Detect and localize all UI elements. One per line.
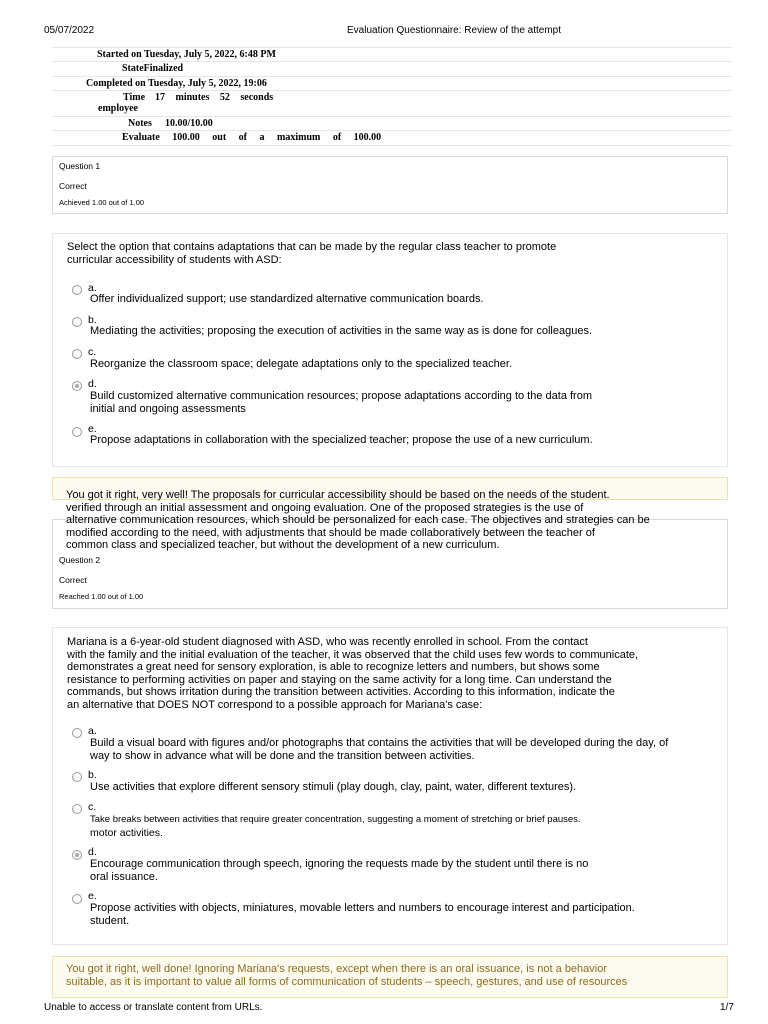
option-c-letter: c.: [88, 801, 97, 813]
question-2-label: Question 2: [59, 555, 101, 565]
question-text-line: commands, but shows irritation during the transition between activities. According to this information, indicate the: [67, 686, 615, 698]
option-b-text[interactable]: [90, 325, 592, 338]
option-d-radio[interactable]: [72, 850, 82, 860]
option-line: initial and ongoing assessments: [90, 402, 246, 415]
option-c-text[interactable]: [90, 814, 581, 839]
page-number: 1/7: [720, 1002, 734, 1013]
feedback-line: You got it right, very well! The proposals for curricular accessibility should be based on the needs of the student.: [66, 489, 610, 501]
summary-evaluate: Evaluate 100.00 out of a maximum of 100.00: [122, 132, 382, 143]
option-line: Use activities that explore different sensory stimuli (play dough, clay, paint, water, different textures).: [90, 781, 577, 793]
option-c-letter: c.: [88, 346, 97, 358]
option-line: Encourage communication through speech, ignoring the requests made by the student until there is no: [90, 858, 589, 870]
option-line: student.: [90, 914, 130, 927]
option-b-letter: b.: [88, 314, 97, 326]
summary-state: StateFinalized: [122, 63, 184, 74]
option-a-text[interactable]: [90, 293, 484, 306]
question-2-grade: Reached 1.00 out of 1.00: [59, 592, 144, 601]
feedback-line: suitable, as it is important to value all forms of communication of students – speech, gestures, and use of resources: [66, 975, 628, 988]
question-1-grade: Achieved 1.00 out of 1.00: [59, 198, 145, 207]
question-2-feedback-text: [66, 963, 627, 988]
option-d-text[interactable]: [90, 858, 588, 883]
option-line: oral issuance.: [90, 870, 158, 883]
option-e-letter: e.: [88, 890, 97, 902]
option-e-radio[interactable]: [72, 894, 82, 904]
option-line: Offer individualized support; use standardized alternative communication boards.: [90, 293, 484, 305]
option-b-radio[interactable]: [72, 317, 82, 327]
question-text-line: resistance to performing activities on paper and staying on the same activity for a long time. Can understand the: [67, 673, 612, 686]
option-b-letter: b.: [88, 769, 97, 781]
option-line: Take breaks between activities that require greater concentration, suggesting a moment of stretching or brief pauses.: [90, 814, 581, 825]
page-title: Evaluation Questionnaire: Review of the attempt: [347, 25, 562, 36]
feedback-line: You got it right, well done! Ignoring Mariana's requests, except when there is an oral issuance, is not a behavior: [66, 963, 608, 975]
question-1-feedback-text: [66, 489, 650, 552]
option-line: Propose activities with objects, miniatures, movable letters and numbers to encourage interest and participation.: [90, 902, 635, 914]
question-text-line: demonstrates a great need for sensory exploration, is able to recognize letters and numbers, but shows some: [67, 661, 600, 673]
summary-completed: Completed on Tuesday, July 5, 2022, 19:06: [86, 78, 267, 89]
option-a-letter: a.: [88, 282, 97, 294]
feedback-line: common class and specialized teacher, but without the development of a new curriculum.: [66, 539, 500, 551]
summary-time-extra: employee: [98, 103, 138, 114]
option-line: Mediating the activities; proposing the execution of activities in the same way as is done for colleagues.: [90, 325, 592, 337]
option-b-text[interactable]: [90, 781, 576, 794]
option-d-text[interactable]: [90, 390, 592, 415]
footer-note: Unable to access or translate content from URLs.: [44, 1002, 263, 1013]
question-1-info: [52, 156, 728, 214]
option-a-radio[interactable]: [72, 728, 82, 738]
option-d-radio[interactable]: [72, 381, 82, 391]
option-line: Build customized alternative communication resources; propose adaptations according to the data from: [90, 390, 592, 402]
option-b-radio[interactable]: [72, 772, 82, 782]
question-text-line: with the family and the initial evaluation of the teacher, it was observed that the child uses few words to communicate,: [67, 648, 639, 661]
question-1-content: [52, 233, 728, 467]
option-a-radio[interactable]: [72, 285, 82, 295]
feedback-line: verified through an initial assessment and ongoing evaluation. One of the proposed strategies is the use of: [66, 501, 584, 514]
feedback-line: modified according to the need, with adjustments that should be made collaboratively between the teacher of: [66, 526, 595, 539]
option-e-letter: e.: [88, 423, 97, 435]
summary-started: Started on Tuesday, July 5, 2022, 6:48 PM: [97, 49, 276, 60]
option-a-text[interactable]: [90, 737, 668, 762]
summary-time-value: 17 minutes 52 seconds: [155, 92, 274, 103]
option-line: Reorganize the classroom space; delegate adaptations only to the specialized teacher.: [90, 358, 512, 370]
summary-notes-label: Notes: [128, 118, 152, 129]
question-1-state: Correct: [59, 181, 87, 191]
print-date: 05/07/2022: [44, 25, 95, 36]
question-text-line: Select the option that contains adaptations that can be made by the regular class teacher to promote: [67, 241, 557, 253]
question-1-text: [67, 241, 556, 266]
summary-notes-value: 10.00/10.00: [165, 118, 213, 129]
option-e-text[interactable]: [90, 434, 593, 447]
option-c-radio[interactable]: [72, 804, 82, 814]
option-d-letter: d.: [88, 846, 97, 858]
question-2-feedback-box: [52, 956, 728, 998]
option-a-letter: a.: [88, 725, 97, 737]
feedback-line: alternative communication resources, which should be personalized for each case. The objectives and strategies can be: [66, 514, 650, 526]
question-2-state: Correct: [59, 575, 87, 585]
question-1-label: Question 1: [59, 161, 101, 171]
question-text-line: Mariana is a 6-year-old student diagnosed with ASD, who was recently enrolled in school. From the contact: [67, 636, 588, 648]
option-e-text[interactable]: [90, 902, 635, 927]
question-2-text: [67, 636, 638, 711]
option-e-radio[interactable]: [72, 427, 82, 437]
option-line: way to show in advance what will be done and the transition between activities.: [90, 749, 475, 762]
option-line: Propose adaptations in collaboration with the specialized teacher; propose the use of a new curriculum.: [90, 434, 593, 446]
option-c-text[interactable]: [90, 358, 512, 371]
option-line: motor activities.: [90, 826, 163, 839]
question-text-line: an alternative that DOES NOT correspond to a possible approach for Mariana's case:: [67, 698, 483, 711]
question-text-line: curricular accessibility of students with ASD:: [67, 253, 282, 266]
option-c-radio[interactable]: [72, 349, 82, 359]
summary-time-label: Time: [123, 92, 146, 103]
option-line: Build a visual board with figures and/or photographs that contains the activities that will be developed during the day, of: [90, 737, 669, 749]
option-d-letter: d.: [88, 378, 97, 390]
